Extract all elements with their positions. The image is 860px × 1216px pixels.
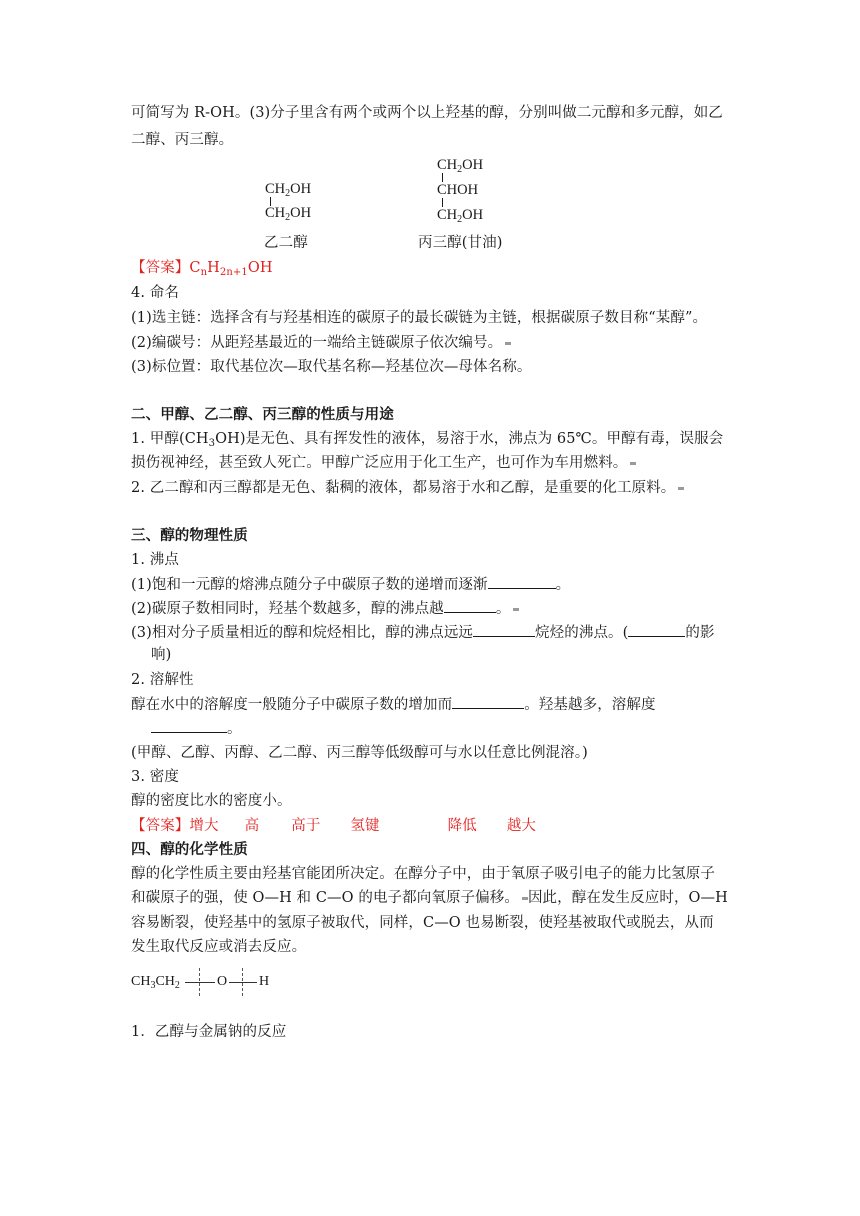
o-h-bond xyxy=(229,982,257,983)
section-2-p2: 2. 乙二醇和丙三醇都是无色、黏稠的液体，都易溶于水和乙醇，是重要的化工原料。 xyxy=(131,478,684,498)
boiling-point-item-3-cont: 响) xyxy=(151,647,172,663)
section-2-p1-cont: 损伤视神经，甚至致人死亡。甲醇广泛应用于化工生产，也可作为车用燃料。 xyxy=(131,453,636,473)
section-3-title: 三、醇的物理性质 xyxy=(131,527,248,544)
c-o-cleavage-line xyxy=(199,968,200,996)
answer-item: 高于 xyxy=(291,818,321,834)
section-4-title: 四、醇的化学性质 xyxy=(131,841,248,858)
marker-icon xyxy=(513,608,519,611)
answer-item: 降低 xyxy=(447,818,477,834)
marker-icon xyxy=(630,462,636,465)
answer-item: 氢键 xyxy=(350,818,380,834)
hydrogen-atom: H xyxy=(259,974,270,989)
solubility-p1: 醇在水中的溶解度一般随分子中碳原子数的增加而 。羟基越多，溶解度 xyxy=(131,694,656,715)
answer-blank[interactable] xyxy=(444,598,496,613)
answer-blank[interactable] xyxy=(151,718,227,733)
glycerol-row-2: CHOH xyxy=(437,182,479,198)
intro-line-2: 二醇、丙三醇。 xyxy=(131,132,234,148)
ethanol-formula: $CH_3CH_2$ xyxy=(131,974,180,991)
glycerol-row-1: $CH_2OH$ xyxy=(437,157,484,175)
density-text: 醇的密度比水的密度小。 xyxy=(131,793,292,809)
oxygen-atom: O xyxy=(217,974,228,989)
answer-blank[interactable] xyxy=(452,694,524,709)
section-4-p1: 醇的化学性质主要由羟基官能团所决定。在醇分子中，由于氧原子吸引电子的能力比氢原子 xyxy=(131,866,715,882)
boiling-point-item-2: (2)碳原子数相同时，羟基个数越多，醇的沸点越 。 xyxy=(131,598,519,619)
eg-caption: 乙二醇 xyxy=(264,235,308,251)
section-2-p1: 1. 甲醇$(CH_3OH)$是无色、具有挥发性的液体，易溶于水，沸点为 65℃。甲醇有毒，误服会 xyxy=(131,431,724,449)
answer-item: 高 xyxy=(244,818,260,834)
density-heading: 3. 密度 xyxy=(131,769,179,785)
marker-icon xyxy=(678,487,684,490)
answer-item: 增大 xyxy=(189,818,219,834)
o-h-cleavage-line xyxy=(242,968,243,996)
eg-bottom-group: $CH_2OH$ xyxy=(265,205,312,223)
boiling-point-heading: 1. 沸点 xyxy=(131,552,179,568)
c-o-bond xyxy=(185,982,215,983)
eg-top-group: $CH_2OH$ xyxy=(265,181,312,199)
section-4-p3: 容易断裂，使羟基中的氢原子被取代，同样，C—O 也易断裂，使羟基被取代或脱去，从而 xyxy=(131,915,714,931)
section-2-title: 二、甲醇、乙二醇、丙三醇的性质与用途 xyxy=(131,406,394,423)
naming-item-2: (2)编碳号：从距羟基最近的一端给主链碳原子依次编号。 xyxy=(131,333,511,353)
solubility-heading: 2. 溶解性 xyxy=(131,672,194,688)
answer-blank[interactable] xyxy=(628,622,685,637)
naming-item-3: (3)标位置：取代基位次—取代基名称—羟基位次—母体名称。 xyxy=(131,359,532,375)
answer-2: 【答案】增大 高 高于 氢键 降低 越大 xyxy=(131,818,537,834)
naming-item-1: (1)选主链：选择含有与羟基相连的碳原子的最长碳链为主链，根据碳原子数目称“某醇”。 xyxy=(131,310,708,326)
subsection-sodium-reaction: 1．乙醇与金属钠的反应 xyxy=(131,1024,287,1040)
ethanol-bond-diagram xyxy=(131,966,291,1000)
naming-heading: 4. 命名 xyxy=(131,285,179,301)
section-4-p4: 发生取代反应或消去反应。 xyxy=(131,939,307,955)
intro-line-1: 可简写为 R-OH。(3)分子里含有两个或两个以上羟基的醇，分别叫做二元醇和多元醇，如乙 xyxy=(131,105,723,121)
answer-blank[interactable] xyxy=(473,622,535,637)
glycerol-row-3: $CH_2OH$ xyxy=(437,207,484,225)
marker-icon xyxy=(505,342,511,345)
answer-blank[interactable] xyxy=(488,574,556,589)
boiling-point-item-3: (3)相对分子质量相近的醇和烷烃相比，醇的沸点远远 烷烃的沸点。( 的影 xyxy=(131,622,715,643)
answer-1: 【答案】$C_nH_{2n+1}OH$ xyxy=(131,260,273,278)
boiling-point-item-1: (1)饱和一元醇的熔沸点随分子中碳原子数的递增而逐渐 。 xyxy=(131,574,570,595)
glycerol-caption: 丙三醇(甘油) xyxy=(418,235,503,251)
solubility-p1-cont: 。 xyxy=(151,718,242,739)
answer-item: 越大 xyxy=(506,818,537,834)
solubility-note: (甲醇、乙醇、丙醇、乙二醇、丙三醇等低级醇可与水以任意比例混溶。) xyxy=(131,745,588,761)
section-4-p2: 和碳原子的强，使 O—H 和 C—O 的电子都向氧原子偏移。 因此，醇在发生反应时，O—H xyxy=(131,890,728,906)
